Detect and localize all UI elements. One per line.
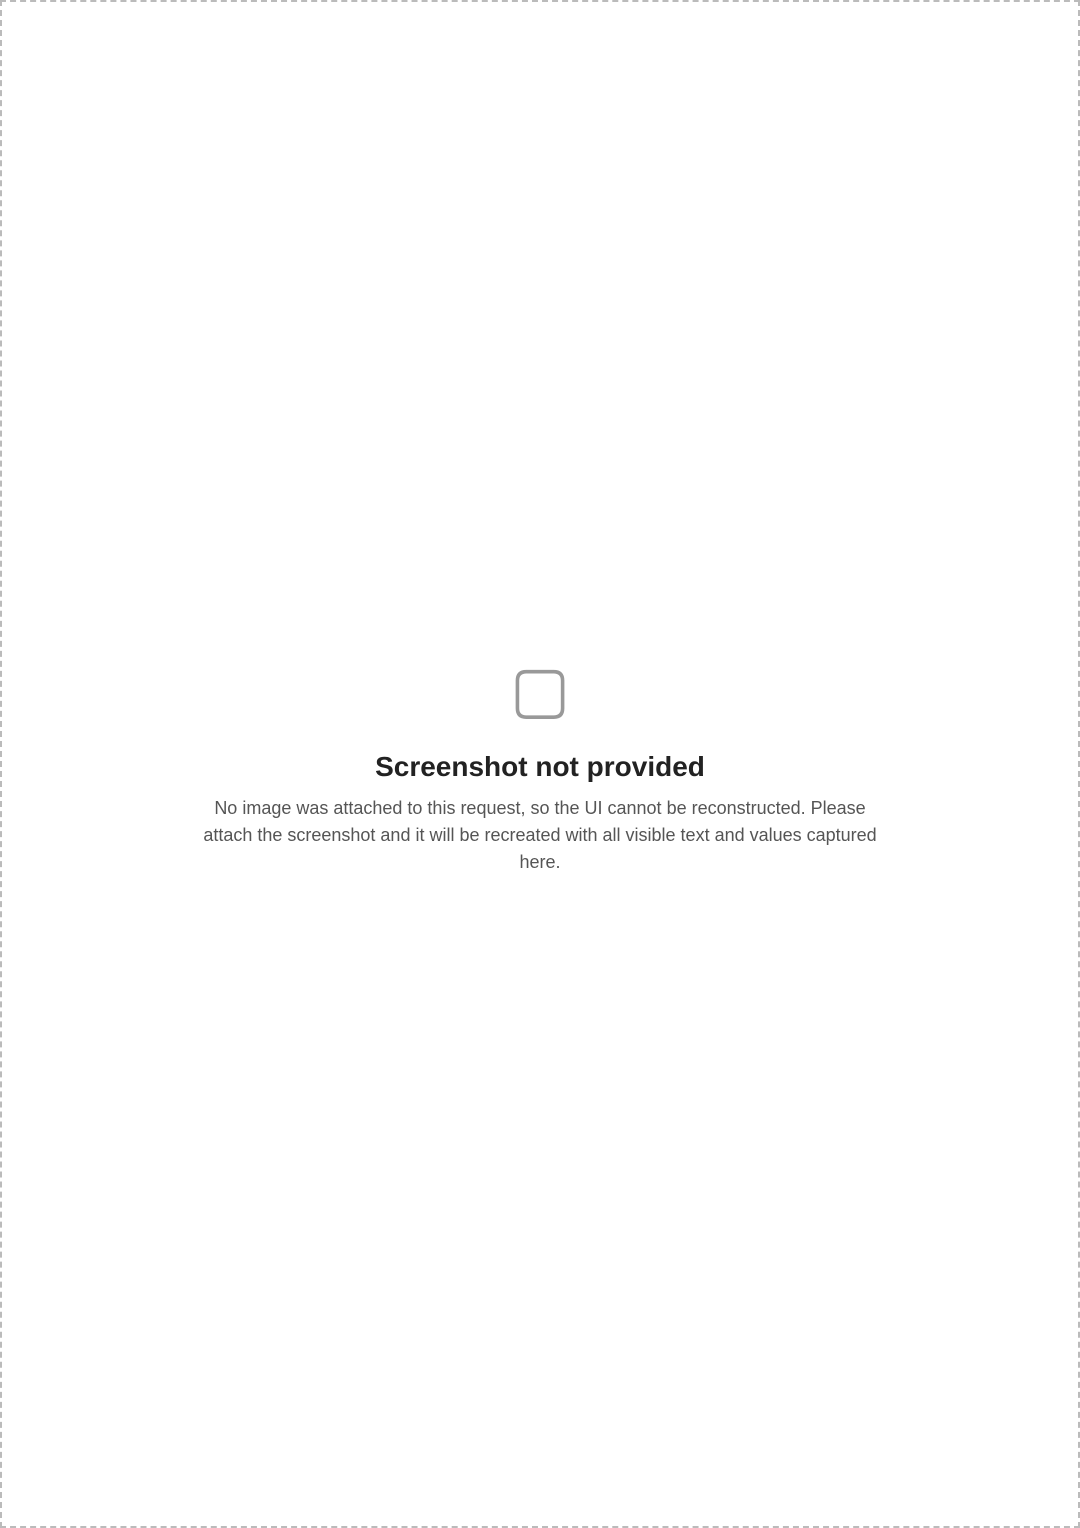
placeholder-title: Screenshot not provided [375, 751, 705, 782]
placeholder-message: No image was attached to this request, so the UI cannot be reconstructed. Please attach the screenshot and it will be recreated with all visible text and values captured here. [203, 798, 877, 872]
image-missing-icon: ▢ [509, 653, 571, 725]
